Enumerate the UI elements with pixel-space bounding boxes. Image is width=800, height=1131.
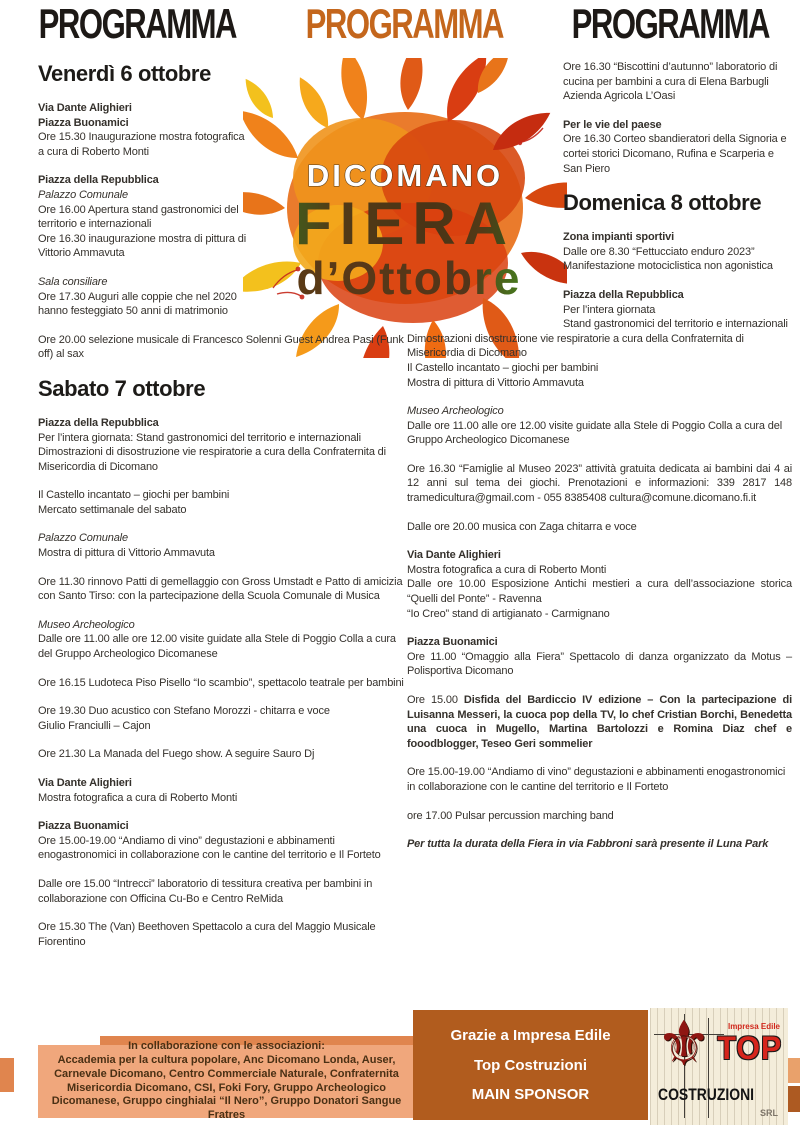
main-sponsor-box (413, 1010, 648, 1120)
text-run: Dalle ore 8.30 “Fettucciato enduro 2023” Manifestazione motociclistica non agonistica (563, 245, 773, 273)
text-run: Mercato settimanale del sabato (38, 503, 187, 516)
text-run: Ore 11.30 rinnovo Patti di gemellaggio con Gross Umstadt e Patto di amicizia con Santo Tirso: con la partecipazione della Scuola Comunale di Musica (38, 575, 403, 603)
text-run: Ore 16.30 inaugurazione mostra di pittura di Vittorio Ammavuta (38, 232, 247, 260)
logo-costruzioni: COSTRUZIONI (658, 1085, 755, 1104)
text-run: Sala consiliare (38, 275, 108, 288)
associations-box (38, 1040, 415, 1122)
text-run: Mostra fotografica a cura di Roberto Monti (407, 563, 607, 576)
left-block-7 (38, 488, 413, 517)
left-block-9 (38, 575, 413, 604)
text-run: Ore 15.00-19.00 “Andiamo di vino” degustazioni e abbinamenti enogastronomici in collaborazione con le cantine del territorio e Il Forteto (38, 834, 381, 862)
masthead-word-3: PROGRAMMA (571, 0, 770, 47)
left-block-11 (38, 676, 413, 691)
left-block-13 (38, 747, 413, 762)
text-run: Museo Archeologico (38, 618, 135, 631)
left-block-16 (38, 877, 413, 906)
left-block-17 (38, 920, 413, 949)
left-block-1 (38, 101, 251, 159)
text-run: Dalle ore 15.00 “Intrecci” laboratorio di tessitura creativa per bambini in collaborazione con Officina Cu-Bo e Centro ReMida (38, 877, 373, 905)
text-run: Per l’intera giornata (563, 303, 656, 316)
right-block-10 (407, 635, 792, 679)
text-run: Museo Archeologico (407, 405, 504, 418)
text-run: Piazza Buonamici (38, 116, 129, 129)
associations-body: Accademia per la cultura popolare, Anc Dicomano Londa, Auser, Carnevale Dicomano, Centro Commerciale Naturale, Confraternita Misericordia Dicomano, CSI, Foki Fory, Gruppo Archeologico Dicomanese, Gruppo cinghialai “Il Nero”, Gruppo Donatori Sangue Fratres (51, 1053, 402, 1122)
right-block-6 (407, 404, 792, 448)
text-run: Via Dante Alighieri (407, 549, 501, 562)
day-heading-sabato-7-ottobre: Sabato 7 ottobre (38, 375, 206, 401)
text-run: Ore 19.30 Duo acustico con Stefano Morozzi - chitarra e voce (38, 705, 330, 718)
text-run: Dimostrazioni disostruzione vie respiratorie a cura della Confraternita di Misericordia di Dicomano (407, 332, 744, 360)
left-block-6 (38, 416, 413, 474)
right-block-11 (407, 693, 792, 751)
text-run: Mostra di pittura di Vittorio Ammavuta (38, 547, 215, 560)
right-block-13 (407, 809, 792, 824)
text-run: Ore 20.00 selezione musicale di Francesco Solenni Guest Andrea Pasi (Funk off) al sax (38, 333, 404, 361)
text-run: ore 17.00 Pulsar percussion marching band (407, 809, 614, 822)
text-run: Via Dante Alighieri (38, 777, 132, 789)
text-run: Stand gastronomici del territorio e internazionali (563, 318, 788, 331)
text-run: Piazza Buonamici (407, 636, 498, 649)
text-run: Dalle ore 20.00 musica con Zaga chitarra e voce (407, 520, 637, 533)
text-run: Piazza della Repubblica (38, 416, 159, 429)
text-run: Ore 17.30 Auguri alle coppie che nel 2020 hanno festeggiato 50 anni di matrimonio (38, 290, 237, 318)
left-block-14 (38, 776, 413, 805)
right-block-1 (563, 118, 792, 176)
text-run: Il Castello incantato – giochi per bambini (38, 489, 230, 502)
text-run: Piazza della Repubblica (563, 288, 684, 301)
right-block-3 (563, 230, 792, 274)
text-run: Per l’intera giornata: Stand gastronomici del territorio e internazionali (38, 431, 361, 444)
right-block-5 (407, 332, 792, 390)
logo-title-fiera: FIERA (295, 190, 515, 257)
text-run: Ore 16.15 Ludoteca Piso Pisello “Io scambio”, spettacolo teatrale per bambini (38, 676, 404, 689)
text-run: Dalle ore 10.00 Esposizione Antichi mestieri a cura dell’associazione storica “Quelli del Ponte” - Ravenna (407, 578, 792, 606)
left-block-15 (38, 819, 413, 863)
text-run: Dimostrazioni di disostruzione vie respiratorie a cura della Confraternita di Misericordia di Dicomano (38, 446, 386, 473)
text-run: Per tutta la durata della Fiera in via Fabbroni sarà presente il Luna Park (407, 838, 769, 851)
right-block-14 (407, 837, 792, 852)
left-block-10 (38, 618, 413, 662)
text-run: Ore 21.30 La Manada del Fuego show. A seguire Sauro Dj (38, 748, 315, 761)
orange-tab-left (0, 1058, 14, 1092)
text-run: Dalle ore 11.00 alle ore 12.00 visite guidate alla Stele di Poggio Colla a cura del Gruppo Archeologico Dicomanese (407, 419, 783, 447)
left-block-12 (38, 704, 413, 733)
text-run: Per le vie del paese (563, 118, 662, 131)
right-block-12 (407, 765, 792, 794)
logo-srl: SRL (760, 1108, 778, 1118)
day-heading-domenica-8-ottobre: Domenica 8 ottobre (563, 190, 762, 216)
text-run: Ore 16.30 “Biscottini d’autunno” laboratorio di cucina per bambini a cura di Elena Barbugli Azienda Agricola L’Oasi (563, 61, 778, 103)
sponsor-line-1: Grazie a Impresa Edile (450, 1026, 611, 1044)
masthead-word-1: PROGRAMMA (38, 0, 236, 47)
text-run: Zona impianti sportivi (563, 231, 674, 244)
text-run: Mostra di pittura di Vittorio Ammavuta (407, 376, 584, 389)
text-run: Palazzo Comunale (38, 532, 128, 545)
masthead (4, 2, 796, 46)
text-run: Via Dante Alighieri (38, 102, 132, 114)
text-run: Disfida del Bardiccio IV edizione – Con la partecipazione di Luisanna Messeri, la cuoca pop della TV, lo chef Cristian Borchi, Benedetta una cuoca in Mugello, Martina Bartolozzi e Romina Diaz chef e fooodblogger, Teseo Geri sommelier (407, 694, 792, 750)
logo-title-dicomano: DICOMANO (306, 158, 504, 193)
text-run: Giulio Franciulli – Cajon (38, 719, 151, 732)
logo-top-word: TOP (717, 1030, 782, 1066)
right-block-8 (407, 520, 792, 535)
text-run: Ore 16.30 Corteo sbandieratori della Signoria e cortei storici Dicomano, Rufina e Scarperia e San Piero (563, 133, 787, 175)
text-run: Ore 15.00 (407, 694, 464, 706)
associations-title: In collaborazione con le associazioni: (128, 1040, 325, 1053)
fleur-de-lis-icon: ⚜ (656, 1010, 712, 1079)
text-run: Ore 11.00 “Omaggio alla Fiera” Spettacolo di danza organizzato da Motus – Polisportiva Dicomano (407, 650, 792, 678)
logo-title-ottobre: d’Ottobre (296, 252, 522, 304)
text-run: Ore 15.00-19.00 “Andiamo di vino” degustazioni e abbinamenti enogastronomici in collaborazione con le cantine del territorio e Il Forteto (407, 766, 786, 793)
text-run: Piazza della Repubblica (38, 174, 159, 187)
sponsor-line-3: MAIN SPONSOR (471, 1086, 590, 1104)
left-block-8 (38, 531, 413, 560)
text-run: Il Castello incantato – giochi per bambini (407, 361, 599, 374)
left-block-3 (38, 275, 251, 319)
text-run: Ore 15.30 The (Van) Beethoven Spettacolo a cura del Maggio Musicale Fiorentino (38, 921, 376, 948)
text-run: Mostra fotografica a cura di Roberto Monti (38, 791, 238, 804)
text-run: Ore 16.00 Apertura stand gastronomici del territorio e internazionali (38, 203, 239, 231)
day-heading-venerd-6-ottobre: Venerdì 6 ottobre (38, 61, 211, 86)
program-column-left (38, 57, 413, 963)
left-block-4 (38, 333, 413, 362)
text-run: Piazza Buonamici (38, 820, 129, 833)
sponsor-line-2: Top Costruzioni (473, 1056, 588, 1074)
program-column-right (407, 60, 792, 866)
right-block-4 (563, 288, 792, 332)
text-run: Palazzo Comunale (38, 188, 128, 201)
text-run: “Io Creo” stand di artigianato - Carmignano (407, 607, 610, 620)
text-run: Ore 16.30 “Famiglie al Museo 2023” attività gratuita dedicata ai bambini dai 4 ai 12 anni sul tema dei giochi. Prenotazioni e informazioni: 339 2817 148 tramedicultura@gmail.com - 055 8385408 cultura@comune.dicomano.fi.it (407, 462, 792, 505)
logo-impresa-edile: Impresa Edile (727, 1022, 780, 1031)
top-costruzioni-logo (650, 1008, 788, 1125)
right-block-0 (563, 60, 792, 104)
text-run: Ore 15.30 Inaugurazione mostra fotografica a cura di Roberto Monti (38, 131, 245, 158)
text-run: Dalle ore 11.00 alle ore 12.00 visite guidate alla Stele di Poggio Colla a cura del Gruppo Archeologico Dicomanese (38, 633, 396, 661)
right-block-7 (407, 462, 792, 506)
right-block-9 (407, 548, 792, 621)
masthead-word-2: PROGRAMMA (305, 0, 503, 47)
left-block-2 (38, 173, 251, 261)
